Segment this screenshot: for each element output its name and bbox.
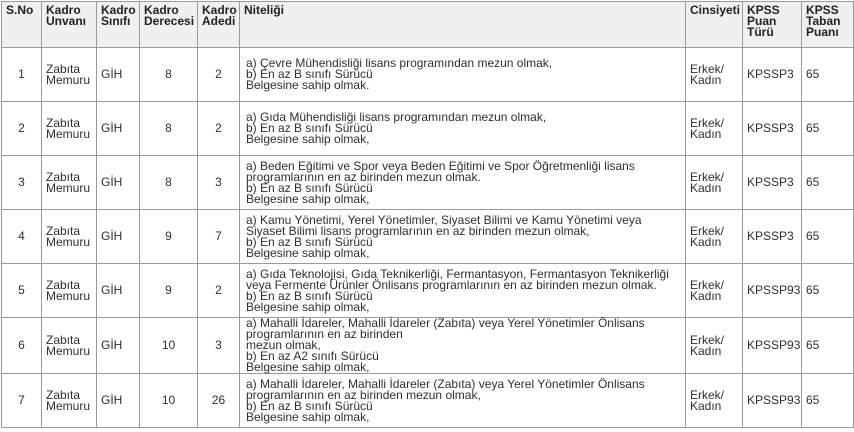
cell-sno: 7	[2, 374, 42, 428]
table-row	[2, 156, 854, 210]
cell-derecesi: 8	[140, 156, 198, 210]
cell-adedi: 2	[198, 48, 240, 102]
cell-sno: 4	[2, 210, 42, 264]
cell-sno: 2	[2, 102, 42, 156]
cell-taban-puani: 65	[802, 48, 854, 102]
cell-niteligi: a) Mahalli İdareler, Mahalli İdareler (Zabıta) veya Yerel Yönetimler Önlisans programlarının en az birinden mezun olmak, b) En az B sınıfı Sürücü Belgesine sahip olmak,	[240, 374, 686, 428]
cell-niteligi: a) Gıda Mühendisliği lisans programından mezun olmak, b) En az B sınıfı Sürücü Belgesine sahip olmak,	[240, 102, 686, 156]
cell-adedi: 2	[198, 264, 240, 318]
cell-niteligi: a) Çevre Mühendisliği lisans programından mezun olmak, b) En az B sınıfı Sürücü Belgesine sahip olmak.	[240, 48, 686, 102]
cell-derecesi: 9	[140, 264, 198, 318]
cell-adedi: 26	[198, 374, 240, 428]
cell-unvani: Zabıta Memuru	[42, 264, 97, 318]
cell-cinsiyeti: Erkek/ Kadın	[686, 156, 743, 210]
cell-sno: 5	[2, 264, 42, 318]
cell-unvani: Zabıta Memuru	[42, 374, 97, 428]
table-row	[2, 264, 854, 318]
header-adedi: Kadro Adedi	[198, 2, 240, 48]
header-sinifi: Kadro Sınıfı	[97, 2, 140, 48]
cell-adedi: 2	[198, 102, 240, 156]
table-row	[2, 374, 854, 428]
cell-niteligi: a) Gıda Teknolojisi, Gıda Teknikerliği, Fermantasyon, Fermantasyon Teknikerliği veya Fermente Ürünler Önlisans programlarının en az birinden mezun olmak. b) En az B sınıfı Sürücü Belgesine sahip olmak,	[240, 264, 686, 318]
header-niteligi: Niteliği	[240, 2, 686, 48]
cell-cinsiyeti: Erkek/ Kadın	[686, 374, 743, 428]
table-row	[2, 318, 854, 374]
cell-sinifi: GİH	[97, 264, 140, 318]
cell-puan-turu: KPSSP93	[743, 374, 802, 428]
cell-sinifi: GİH	[97, 156, 140, 210]
header-row	[2, 2, 854, 48]
header-derecesi: Kadro Derecesi	[140, 2, 198, 48]
header-taban-puani: KPSS Taban Puanı	[802, 2, 854, 48]
header-unvani: Kadro Unvanı	[42, 2, 97, 48]
cell-adedi: 3	[198, 318, 240, 374]
cell-adedi: 3	[198, 156, 240, 210]
cell-derecesi: 8	[140, 48, 198, 102]
header-sno: S.No	[2, 2, 42, 48]
header-puan-turu: KPSS Puan Türü	[743, 2, 802, 48]
cell-cinsiyeti: Erkek/ Kadın	[686, 264, 743, 318]
table-row	[2, 48, 854, 102]
cell-derecesi: 10	[140, 318, 198, 374]
header-cinsiyeti: Cinsiyeti	[686, 2, 743, 48]
cell-unvani: Zabıta Memuru	[42, 102, 97, 156]
cell-sinifi: GİH	[97, 210, 140, 264]
cell-derecesi: 9	[140, 210, 198, 264]
cell-niteligi: a) Beden Eğitimi ve Spor veya Beden Eğitimi ve Spor Öğretmenliği lisans programlarının en az birinden mezun olmak. b) En az B sınıfı Sürücü Belgesine sahip olmak,	[240, 156, 686, 210]
cell-puan-turu: KPSSP3	[743, 156, 802, 210]
cell-adedi: 7	[198, 210, 240, 264]
cell-cinsiyeti: Erkek/ Kadın	[686, 318, 743, 374]
cell-sno: 1	[2, 48, 42, 102]
cell-puan-turu: KPSSP3	[743, 210, 802, 264]
cell-sinifi: GİH	[97, 374, 140, 428]
cell-taban-puani: 65	[802, 156, 854, 210]
cell-puan-turu: KPSSP3	[743, 102, 802, 156]
cell-derecesi: 8	[140, 102, 198, 156]
cell-taban-puani: 65	[802, 374, 854, 428]
cell-niteligi: a) Mahalli İdareler, Mahalli İdareler (Zabıta) veya Yerel Yönetimler Önlisans programlarının en az birinden mezun olmak, b) En az A2 sınıfı Sürücü Belgesine sahip olmak,	[240, 318, 686, 374]
cell-cinsiyeti: Erkek/ Kadın	[686, 210, 743, 264]
kadro-table	[1, 1, 854, 428]
cell-taban-puani: 65	[802, 318, 854, 374]
cell-taban-puani: 65	[802, 210, 854, 264]
cell-cinsiyeti: Erkek/ Kadın	[686, 48, 743, 102]
cell-puan-turu: KPSSP93	[743, 318, 802, 374]
cell-unvani: Zabıta Memuru	[42, 156, 97, 210]
cell-derecesi: 10	[140, 374, 198, 428]
table-row	[2, 102, 854, 156]
cell-puan-turu: KPSSP3	[743, 48, 802, 102]
cell-puan-turu: KPSSP93	[743, 264, 802, 318]
cell-taban-puani: 65	[802, 264, 854, 318]
cell-sinifi: GİH	[97, 318, 140, 374]
cell-unvani: Zabıta Memuru	[42, 210, 97, 264]
table-row	[2, 210, 854, 264]
cell-niteligi: a) Kamu Yönetimi, Yerel Yönetimler, Siyaset Bilimi ve Kamu Yönetimi veya Siyaset Bilimi lisans programlarının en az birinden mezun olmak, b) En az B sınıfı Sürücü Belgesine sahip olmak,	[240, 210, 686, 264]
cell-cinsiyeti: Erkek/ Kadın	[686, 102, 743, 156]
cell-taban-puani: 65	[802, 102, 854, 156]
cell-unvani: Zabıta Memuru	[42, 318, 97, 374]
cell-sinifi: GİH	[97, 48, 140, 102]
cell-unvani: Zabıta Memuru	[42, 48, 97, 102]
cell-sinifi: GİH	[97, 102, 140, 156]
cell-sno: 3	[2, 156, 42, 210]
cell-sno: 6	[2, 318, 42, 374]
